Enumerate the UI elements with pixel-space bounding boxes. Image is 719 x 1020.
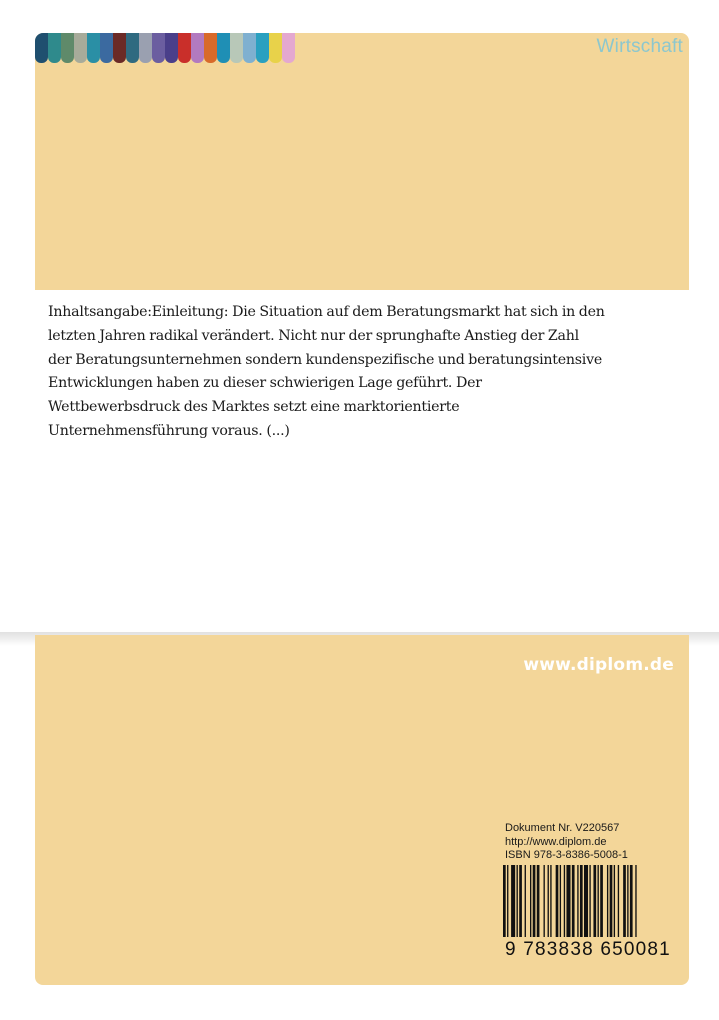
barcode-bar (530, 865, 531, 937)
color-stripe (35, 33, 48, 63)
color-stripe (74, 33, 87, 63)
barcode-bar (584, 865, 588, 937)
barcode-bar (610, 865, 613, 937)
barcode-bar (511, 865, 515, 937)
barcode-bar (519, 865, 522, 937)
color-stripe (269, 33, 282, 63)
barcode-bar (517, 865, 518, 937)
color-stripes (35, 33, 295, 63)
barcode-bar (593, 865, 596, 937)
barcode-bar (566, 865, 570, 937)
barcode-bar (556, 865, 559, 937)
barcode-bar (572, 865, 575, 937)
barcode-bar (507, 865, 508, 937)
color-stripe (243, 33, 256, 63)
barcode-bar (607, 865, 608, 937)
color-stripe (113, 33, 126, 63)
barcode-bar (537, 865, 540, 937)
color-stripe (165, 33, 178, 63)
abstract-line: Entwicklungen haben zu dieser schwierigen Lage geführt. Der (48, 375, 482, 392)
barcode-bar (533, 865, 536, 937)
color-stripe (139, 33, 152, 63)
color-stripe (256, 33, 269, 63)
abstract-line: der Beratungsunternehmen sondern kundenspezifische und beratungsintensive (48, 351, 602, 368)
cover-top-panel (35, 33, 689, 290)
barcode-bar (627, 865, 628, 937)
barcode-number: 9 783838 650081 (505, 939, 671, 960)
color-stripe (87, 33, 100, 63)
barcode-bar (544, 865, 545, 937)
document-number: Dokument Nr. V220567 (505, 822, 620, 834)
abstract-line: Wettbewerbsdruck des Marktes setzt eine marktorientierte (48, 399, 460, 416)
barcode-bar (618, 865, 619, 937)
color-stripe (204, 33, 217, 63)
color-stripe (282, 33, 295, 63)
publication-info (505, 822, 628, 863)
color-stripe (152, 33, 165, 63)
barcode-bar (548, 865, 549, 937)
website-link[interactable]: www.diplom.de (523, 655, 674, 675)
barcode-bar (635, 865, 636, 937)
category-label: Wirtschaft (596, 36, 683, 57)
barcode-bar (580, 865, 583, 937)
barcode-bar (589, 865, 590, 937)
publisher-url[interactable]: http://www.diplom.de (505, 835, 607, 848)
color-stripe (230, 33, 243, 63)
color-stripe (61, 33, 74, 63)
color-stripe (191, 33, 204, 63)
barcode-bar (623, 865, 626, 937)
abstract-line: Unternehmensführung voraus. (...) (48, 422, 290, 439)
barcode-bar (577, 865, 578, 937)
abstract-text (48, 301, 608, 444)
color-stripe (217, 33, 230, 63)
isbn: ISBN 978-3-8386-5008-1 (505, 849, 628, 861)
barcode-bar (598, 865, 599, 937)
cover-bottom-panel (35, 635, 689, 985)
color-stripe (126, 33, 139, 63)
barcode-bar (503, 865, 506, 937)
abstract-line: letzten Jahren radikal verändert. Nicht nur der sprunghafte Anstieg der Zahl (48, 327, 579, 344)
barcode-bar (614, 865, 615, 937)
color-stripe (48, 33, 61, 63)
color-stripe (178, 33, 191, 63)
barcode-bar (525, 865, 526, 937)
barcode-bar (560, 865, 561, 937)
barcode-bar (630, 865, 633, 937)
barcode-bar (600, 865, 603, 937)
abstract-line: Inhaltsangabe:Einleitung: Die Situation auf dem Beratungsmarkt hat sich in den (48, 304, 605, 320)
barcode-bar (550, 865, 551, 937)
barcode-bar (564, 865, 565, 937)
color-stripe (100, 33, 113, 63)
